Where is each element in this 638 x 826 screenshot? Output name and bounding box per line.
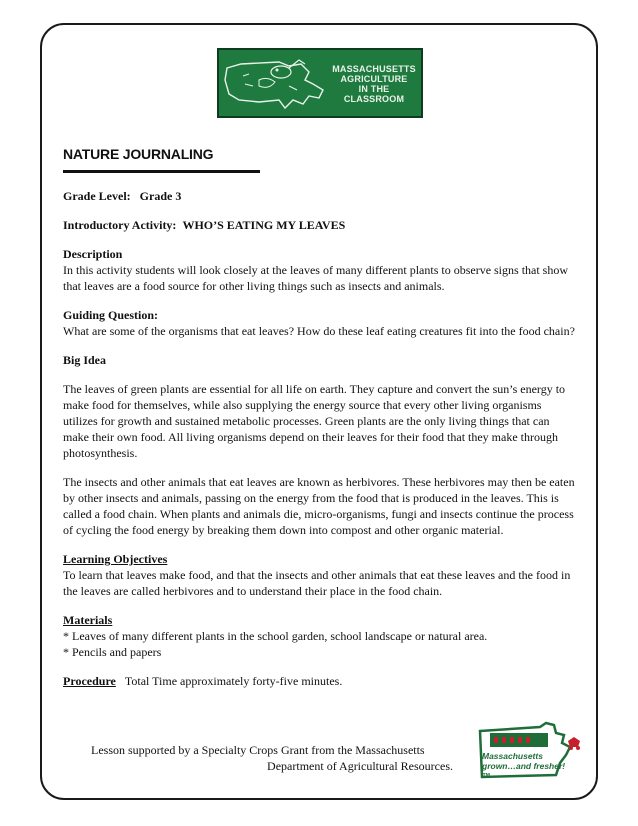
procedure-text: Total Time approximately forty-five minutes. [124, 674, 343, 688]
guiding-text: What are some of the organisms that eat leaves? How do these leaf eating creatures fit into the food chain? [63, 324, 575, 338]
intro-label: Introductory Activity: [63, 218, 177, 232]
objectives-section [63, 551, 578, 599]
intro-value: WHO’S EATING MY LEAVES [182, 218, 346, 232]
description-text: In this activity students will look closely at the leaves of many different plants to observe signs that show that leaves are a food source for other living things such as insects and animals. [63, 263, 569, 293]
grade-level [63, 188, 578, 204]
mass-ag-classroom-banner [217, 48, 423, 118]
description-section [63, 246, 578, 294]
banner-line-2: AGRICULTURE [340, 74, 408, 84]
guiding-heading: Guiding Question: [63, 308, 159, 322]
procedure-section [63, 673, 578, 689]
big-idea-paragraph-1: The leaves of green plants are essential for all life on earth. They capture and convert the sun’s energy to make food for themselves, while also supplying the energy source that every other living organisms utilizes for growth and sustained metabolic processes. Green plants are the only living things that can make their own food. All living organisms depend on their leaves for their food that they make through photosynthesis. [63, 382, 566, 460]
logo-line-1: Massachusetts [482, 751, 543, 761]
materials-item: * Pencils and papers [63, 645, 162, 659]
footer-line-2: Department of Agricultural Resources. [267, 759, 453, 773]
logo-line-2: grown…and fresher!™ [482, 761, 566, 781]
banner-line-1: MASSACHUSETTS [332, 64, 416, 74]
materials-section [63, 612, 578, 660]
grade-label: Grade Level: [63, 189, 131, 203]
page-title: NATURE JOURNALING [63, 146, 214, 162]
massachusetts-grown-logo [474, 719, 584, 783]
introductory-activity [63, 217, 578, 233]
footer-line-1: Lesson supported by a Specialty Crops Grant from the Massachusetts [91, 743, 425, 757]
materials-item: * Leaves of many different plants in the school garden, school landscape or natural area. [63, 629, 488, 643]
grant-footer [78, 742, 453, 774]
objectives-text: To learn that leaves make food, and that the insects and other animals that eat these leaves and the food in the leaves are called herbivores and to understand their place in the food chain. [63, 568, 571, 598]
grade-value: Grade 3 [139, 189, 182, 203]
guiding-question-section [63, 307, 578, 339]
objectives-heading: Learning Objectives [63, 552, 168, 566]
big-idea-paragraph-2: The insects and other animals that eat leaves are known as herbivores. These herbivores may then be eaten by other insects and animals, passing on the energy from the food that is produced in the leaves. This is called a food chain. When plants and animals die, micro-organisms, fungi and insects continue the process of cycling the food energy by breaking them down into compost and other organic material. [63, 475, 575, 537]
title-underline [63, 170, 260, 173]
procedure-heading: Procedure [63, 674, 116, 688]
description-heading: Description [63, 247, 123, 261]
big-idea-heading: Big Idea [63, 353, 107, 367]
materials-heading: Materials [63, 613, 113, 627]
banner-line-3: IN THE CLASSROOM [343, 84, 405, 104]
lesson-content [63, 188, 578, 702]
